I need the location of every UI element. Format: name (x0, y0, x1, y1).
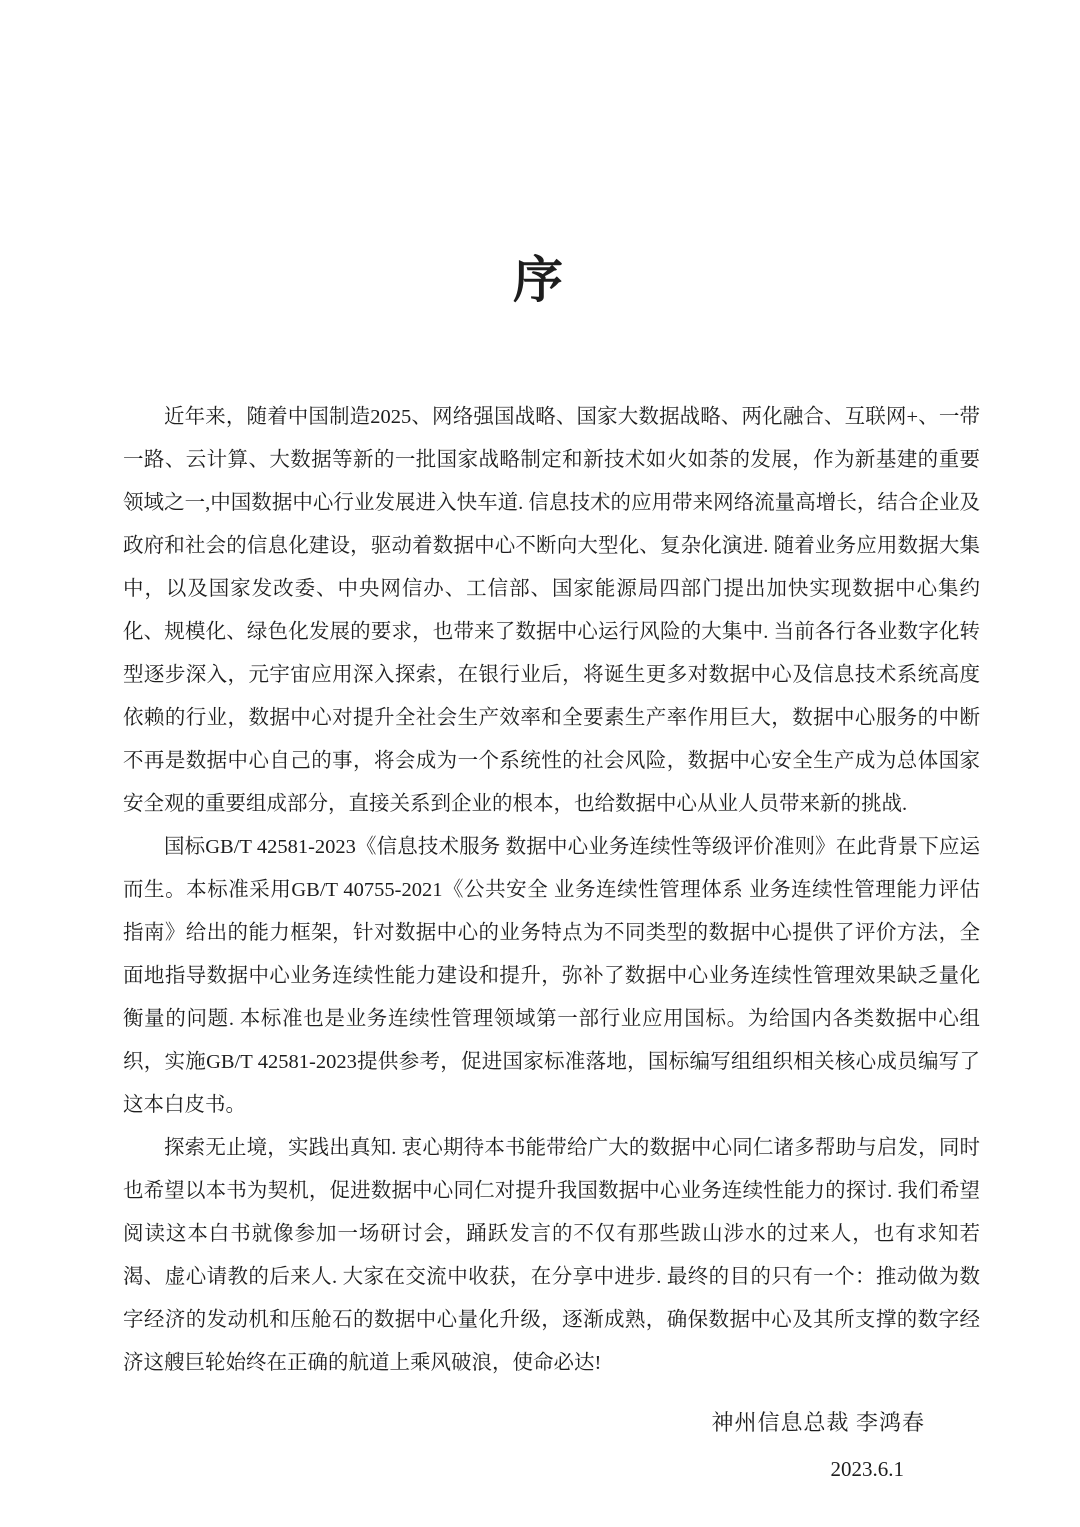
paragraph-2: 国标GB/T 42581-2023《信息技术服务 数据中心业务连续性等级评价准则》在此背景下应运而生。本标准采用GB/T 40755-2021《公共安全 业务连续性管理体系 业务连续性管理能力评估指南》给出的能力框架，针对数据中心的业务特点为不同类型的数据中心提供了评价方法，全面地指导数据中心业务连续性能力建设和提升，弥补了数据中心业务连续性管理效果缺乏量化衡量的问题. 本标准也是业务连续性管理领域第一部行业应用国标。为给国内各类数据中心组织，实施GB/T 42581-2023提供参考，促进国家标准落地，国标编写组组织相关核心成员编写了这本白皮书。 (123, 835, 980, 1116)
paragraph-3: 探索无止境，实践出真知. 衷心期待本书能带给广大的数据中心同仁诸多帮助与启发，同时也希望以本书为契机，促进数据中心同仁对提升我国数据中心业务连续性能力的探讨. 我们希望阅读这本白书就像参加一场研讨会，踊跃发言的不仅有那些跋山涉水的过来人，也有求知若渴、虚心请教的后来人. 大家在交流中收获，在分享中进步. 最终的目的只有一个：推动做为数字经济的发动机和压舱石的数据中心量化升级，逐渐成熟，确保数据中心及其所支撑的数字经济这艘巨轮始终在正确的航道上乘风破浪，使命必达! (123, 1136, 980, 1374)
preface-body (123, 396, 980, 1385)
signature-block (0, 1403, 1080, 1489)
paragraph-1: 近年来，随着中国制造2025、网络强国战略、国家大数据战略、两化融合、互联网+、一带一路、云计算、大数据等新的一批国家战略制定和新技术如火如荼的发展，作为新基建的重要领域之一,中国数据中心行业发展进入快车道. 信息技术的应用带来网络流量高增长，结合企业及政府和社会的信息化建设，驱动着数据中心不断向大型化、复杂化演进. 随着业务应用数据大集中，以及国家发改委、中央网信办、工信部、国家能源局四部门提出加快实现数据中心集约化、规模化、绿色化发展的要求，也带来了数据中心运行风险的大集中. 当前各行各业数字化转型逐步深入，元宇宙应用深入探索，在银行业后，将诞生更多对数据中心及信息技术系统高度依赖的行业，数据中心对提升全社会生产效率和全要素生产率作用巨大，数据中心服务的中断不再是数据中心自己的事，将会成为一个系统性的社会风险，数据中心安全生产成为总体国家安全观的重要组成部分，直接关系到企业的根本，也给数据中心从业人员带来新的挑战. (123, 405, 980, 815)
signature-line: 神州信息总裁 李鸿春 (711, 1409, 925, 1435)
signature-date: 2023.6.1 (830, 1456, 904, 1481)
page-title: 序 (513, 252, 567, 308)
